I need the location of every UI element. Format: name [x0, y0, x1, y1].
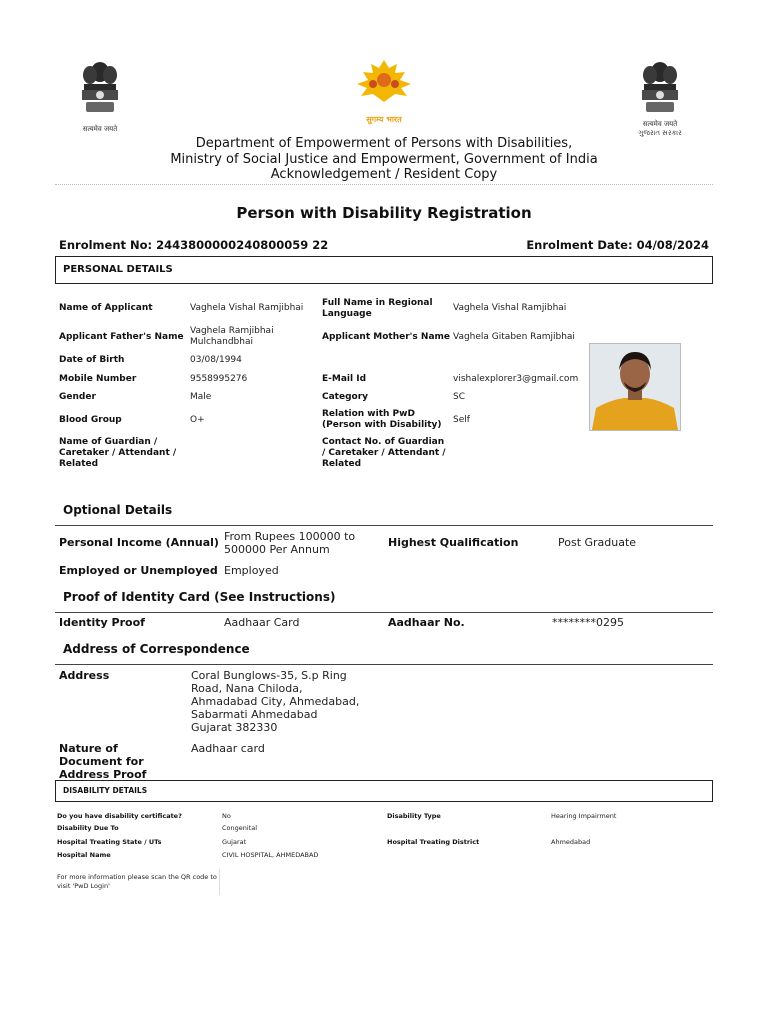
- header-divider: [55, 184, 713, 185]
- mobile-value: 9558995276: [190, 374, 248, 384]
- national-emblem-left: [74, 58, 126, 134]
- disability-details-header: [55, 780, 713, 802]
- hospital-district-label: Hospital Treating District: [387, 838, 480, 846]
- enrolment-date-value: 04/08/2024: [636, 238, 709, 252]
- applicant-photo: [589, 343, 681, 431]
- identity-proof-label: Identity Proof: [59, 616, 145, 629]
- address-doc-label: Nature of Document for Address Proof: [59, 742, 147, 781]
- guardian-label: Name of Guardian / Caretaker / Attendant / Related: [59, 437, 177, 469]
- regional-name-value: Vaghela Vishal Ramjibhai: [453, 303, 567, 313]
- relation-label: Relation with PwD (Person with Disability): [322, 409, 442, 430]
- ministry-line: Ministry of Social Justice and Empowerment, Government of India: [170, 152, 598, 167]
- person-photo-icon: [590, 344, 680, 430]
- email-label: E-Mail Id: [322, 374, 367, 384]
- emblem-subcaption-right: ગુજરાત સરકાર: [638, 129, 682, 137]
- name-label: Name of Applicant: [59, 303, 153, 313]
- mother-name-value: Vaghela Gitaben Ramjibhai: [453, 332, 575, 342]
- gender-value: Male: [190, 392, 212, 402]
- address-divider: [55, 664, 713, 665]
- employment-value: Employed: [224, 564, 279, 577]
- qr-note: For more information please scan the QR code to visit 'PwD Login': [57, 873, 217, 890]
- mobile-label: Mobile Number: [59, 374, 137, 384]
- father-name-label: Applicant Father's Name: [59, 332, 184, 342]
- address-value: [191, 669, 359, 734]
- guardian-contact-label: Contact No. of Guardian / Caretaker / Attendant / Related: [322, 437, 446, 469]
- emblem-caption-left: सत्यमेव जयते: [82, 125, 118, 133]
- enrolment-no-value: 2443800000240800059 22: [156, 238, 329, 252]
- identity-proof-value: Aadhaar Card: [224, 616, 300, 629]
- hospital-name-label: Hospital Name: [57, 851, 111, 859]
- gender-label: Gender: [59, 392, 96, 402]
- relation-value: Self: [453, 415, 470, 425]
- hospital-state-value: Gujarat: [222, 838, 247, 846]
- hospital-district-value: Ahmedabad: [551, 838, 591, 846]
- dob-value: 03/08/1994: [190, 355, 242, 365]
- address-line: Coral Bunglows-35, S.p Ring: [191, 669, 347, 682]
- qualification-label: Highest Qualification: [388, 536, 519, 549]
- aadhaar-value: ********0295: [552, 616, 624, 629]
- certificate-value: No: [222, 812, 231, 820]
- enrolment-number: [59, 238, 328, 252]
- income-value: From Rupees 100000 to 500000 Per Annum: [224, 530, 356, 556]
- mother-name-label: Applicant Mother's Name: [322, 332, 450, 342]
- blood-group-value: O+: [190, 415, 205, 425]
- disability-due-label: Disability Due To: [57, 824, 119, 832]
- emblem-caption-right: सत्यमेव जयते: [642, 120, 678, 128]
- enrolment-date-label: Enrolment Date:: [526, 238, 633, 252]
- enrolment-no-label: Enrolment No:: [59, 238, 153, 252]
- blood-group-label: Blood Group: [59, 415, 122, 425]
- ashoka-emblem-icon: [638, 58, 682, 120]
- personal-details-title: PERSONAL DETAILS: [63, 264, 173, 275]
- sugamya-bharat-logo-icon: [351, 58, 417, 118]
- identity-divider: [55, 612, 713, 613]
- department-line: Department of Empowerment of Persons with Disabilities,: [195, 136, 573, 151]
- personal-details-header: [55, 256, 713, 284]
- disability-due-value: Congenital: [222, 824, 258, 832]
- aadhaar-label: Aadhaar No.: [388, 616, 465, 629]
- certificate-label: Do you have disability certificate?: [57, 812, 182, 820]
- address-label: Address: [59, 669, 110, 682]
- address-line: Sabarmati Ahmedabad: [191, 708, 318, 721]
- category-label: Category: [322, 392, 369, 402]
- disability-details-title: DISABILITY DETAILS: [63, 786, 148, 795]
- copy-type-line: Acknowledgement / Resident Copy: [270, 167, 498, 182]
- optional-divider: [55, 525, 713, 526]
- ashoka-emblem-icon: [78, 58, 122, 120]
- identity-heading: Proof of Identity Card (See Instructions): [63, 590, 336, 604]
- income-label: Personal Income (Annual): [59, 536, 219, 549]
- hospital-state-label: Hospital Treating State / UTs: [57, 838, 162, 846]
- qualification-value: Post Graduate: [558, 536, 637, 549]
- category-value: SC: [453, 392, 465, 402]
- address-line: Ahmadabad City, Ahmedabad,: [191, 695, 360, 708]
- regional-name-label: Full Name in Regional Language: [322, 298, 433, 319]
- sugamya-logo: [349, 58, 419, 125]
- address-line: Road, Nana Chiloda,: [191, 682, 303, 695]
- optional-details-heading: Optional Details: [63, 503, 173, 517]
- email-value: vishalexplorer3@gmail.com: [453, 374, 579, 384]
- address-line: Gujarat 382330: [191, 721, 278, 734]
- address-doc-value: Aadhaar card: [191, 742, 265, 755]
- dob-label: Date of Birth: [59, 355, 125, 365]
- page-title: Person with Disability Registration: [236, 204, 532, 222]
- father-name-value: Vaghela Ramjibhai Mulchandbhai: [190, 326, 274, 347]
- enrolment-date: [526, 238, 709, 252]
- disability-type-value: Hearing Impairment: [551, 812, 617, 820]
- national-emblem-right: [634, 58, 686, 138]
- name-value: Vaghela Vishal Ramjibhai: [190, 303, 304, 313]
- qr-divider: [219, 869, 220, 895]
- disability-type-label: Disability Type: [387, 812, 441, 820]
- employment-label: Employed or Unemployed: [59, 564, 218, 577]
- address-heading: Address of Correspondence: [63, 642, 250, 656]
- logo-text: सुगम्य भारत: [366, 114, 402, 124]
- hospital-name-value: CIVIL HOSPITAL, AHMEDABAD: [222, 851, 319, 859]
